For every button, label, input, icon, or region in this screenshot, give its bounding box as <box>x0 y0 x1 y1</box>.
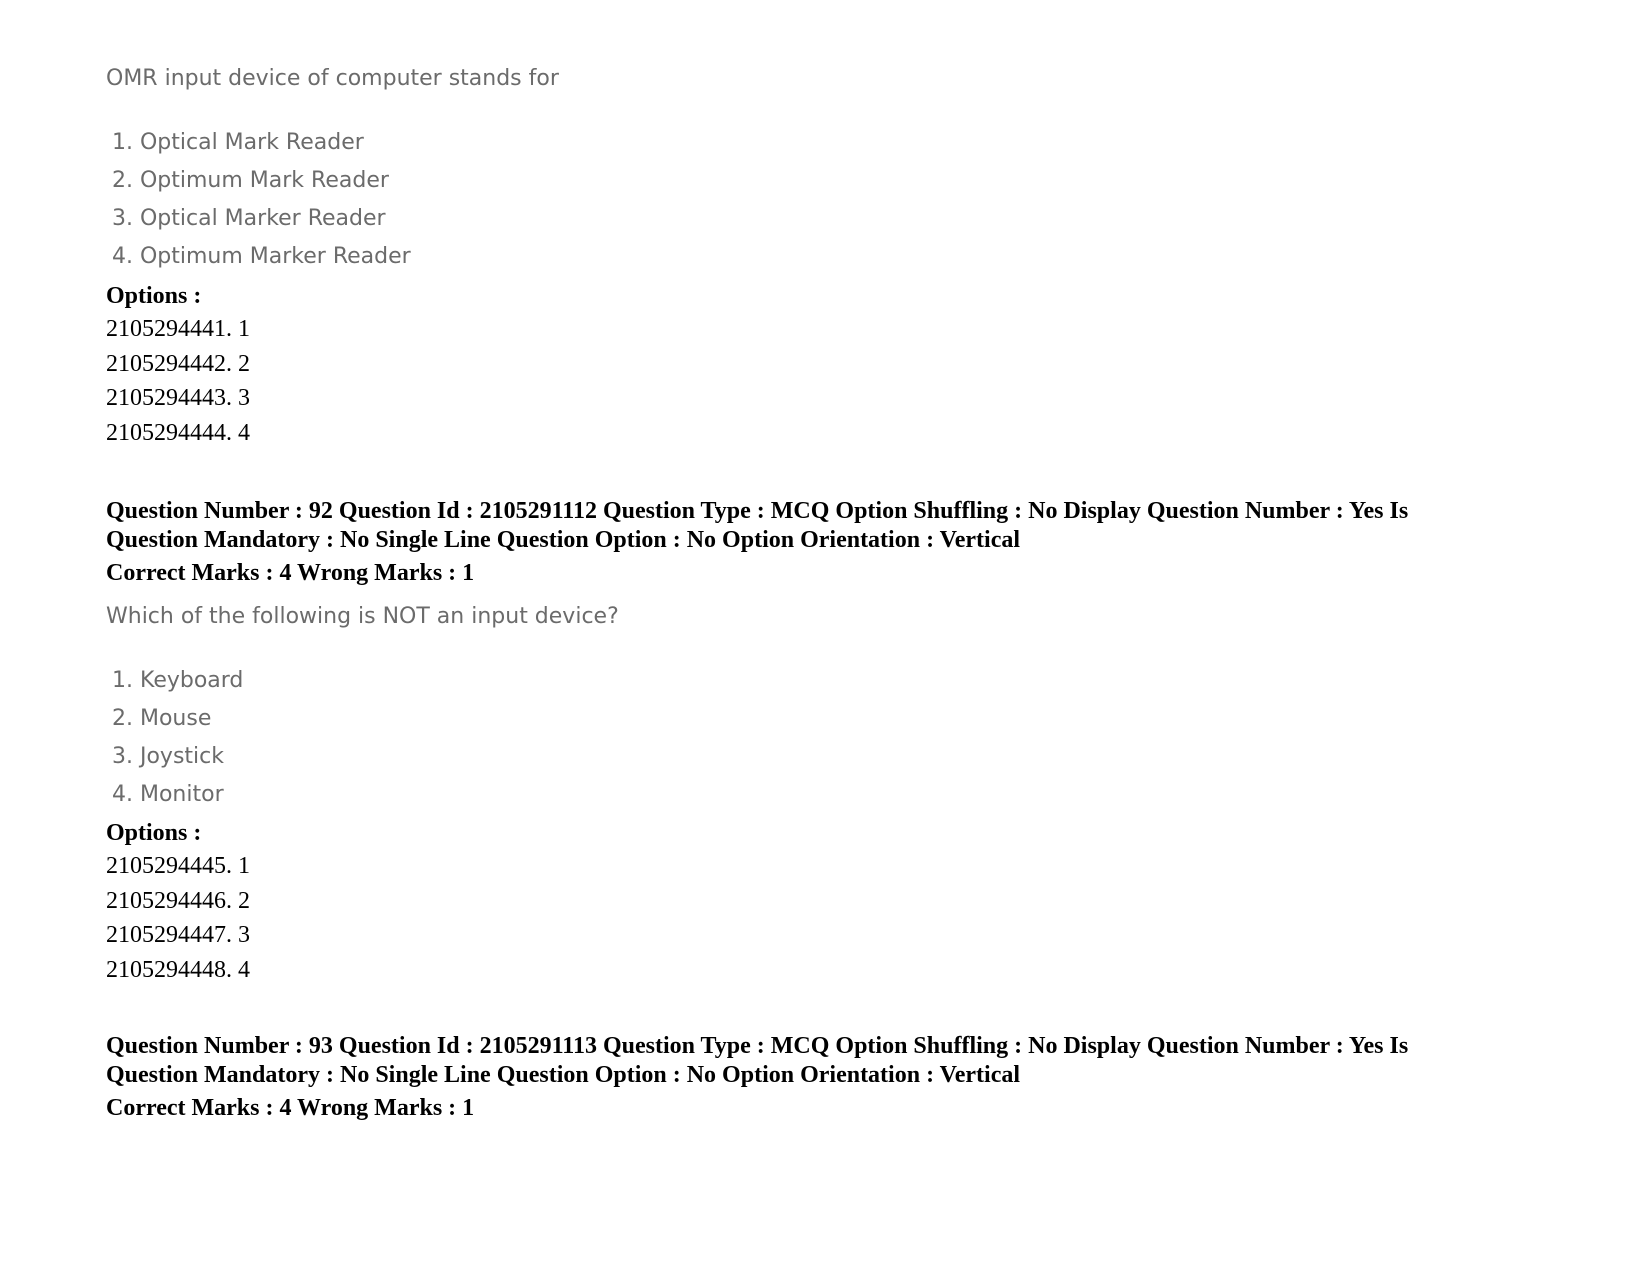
choice-item: 3. Joystick <box>112 744 224 769</box>
question-91-options <box>106 280 1586 450</box>
question-meta-line: Question Mandatory : No Single Line Question Option : No Option Orientation : Vertical <box>106 1062 1021 1088</box>
choice-item: 2. Mouse <box>112 706 212 731</box>
question-marks: Correct Marks : 4 Wrong Marks : 1 <box>106 560 475 586</box>
question-92-options <box>106 817 1586 987</box>
choice-item: 2. Optimum Mark Reader <box>112 168 389 193</box>
choice-item: 1. Keyboard <box>112 668 244 693</box>
choice-item: 4. Optimum Marker Reader <box>112 244 411 269</box>
question-meta-line: Question Number : 92 Question Id : 2105291112 Question Type : MCQ Option Shuffling : No Display Question Number : Yes Is <box>106 498 1409 524</box>
question-marks: Correct Marks : 4 Wrong Marks : 1 <box>106 1095 475 1121</box>
options-label: Options : <box>106 820 202 846</box>
choice-item: 1. Optical Mark Reader <box>112 130 364 155</box>
option-row: 2105294447. 3 <box>106 922 250 948</box>
question-91-choices <box>106 124 1586 276</box>
question-text: Which of the following is NOT an input device? <box>106 604 619 629</box>
option-row: 2105294448. 4 <box>106 956 250 983</box>
option-row: 2105294443. 3 <box>106 385 250 411</box>
question-93-meta <box>106 1032 1586 1124</box>
question-91-block <box>106 64 1586 94</box>
option-row: 2105294442. 2 <box>106 350 250 377</box>
option-row: 2105294446. 2 <box>106 887 250 914</box>
option-row: 2105294445. 1 <box>106 853 250 879</box>
question-92-choices <box>106 662 1586 814</box>
choice-item: 3. Optical Marker Reader <box>112 206 386 231</box>
question-92-text-block <box>106 602 1586 632</box>
option-row: 2105294441. 1 <box>106 316 250 342</box>
question-92-meta <box>106 497 1586 589</box>
choice-item: 4. Monitor <box>112 782 224 807</box>
option-row: 2105294444. 4 <box>106 419 250 446</box>
question-text: OMR input device of computer stands for <box>106 66 559 91</box>
question-meta-line: Question Number : 93 Question Id : 2105291113 Question Type : MCQ Option Shuffling : No Display Question Number : Yes Is <box>106 1033 1409 1059</box>
options-label: Options : <box>106 283 202 309</box>
question-meta-line: Question Mandatory : No Single Line Question Option : No Option Orientation : Vertical <box>106 527 1021 553</box>
